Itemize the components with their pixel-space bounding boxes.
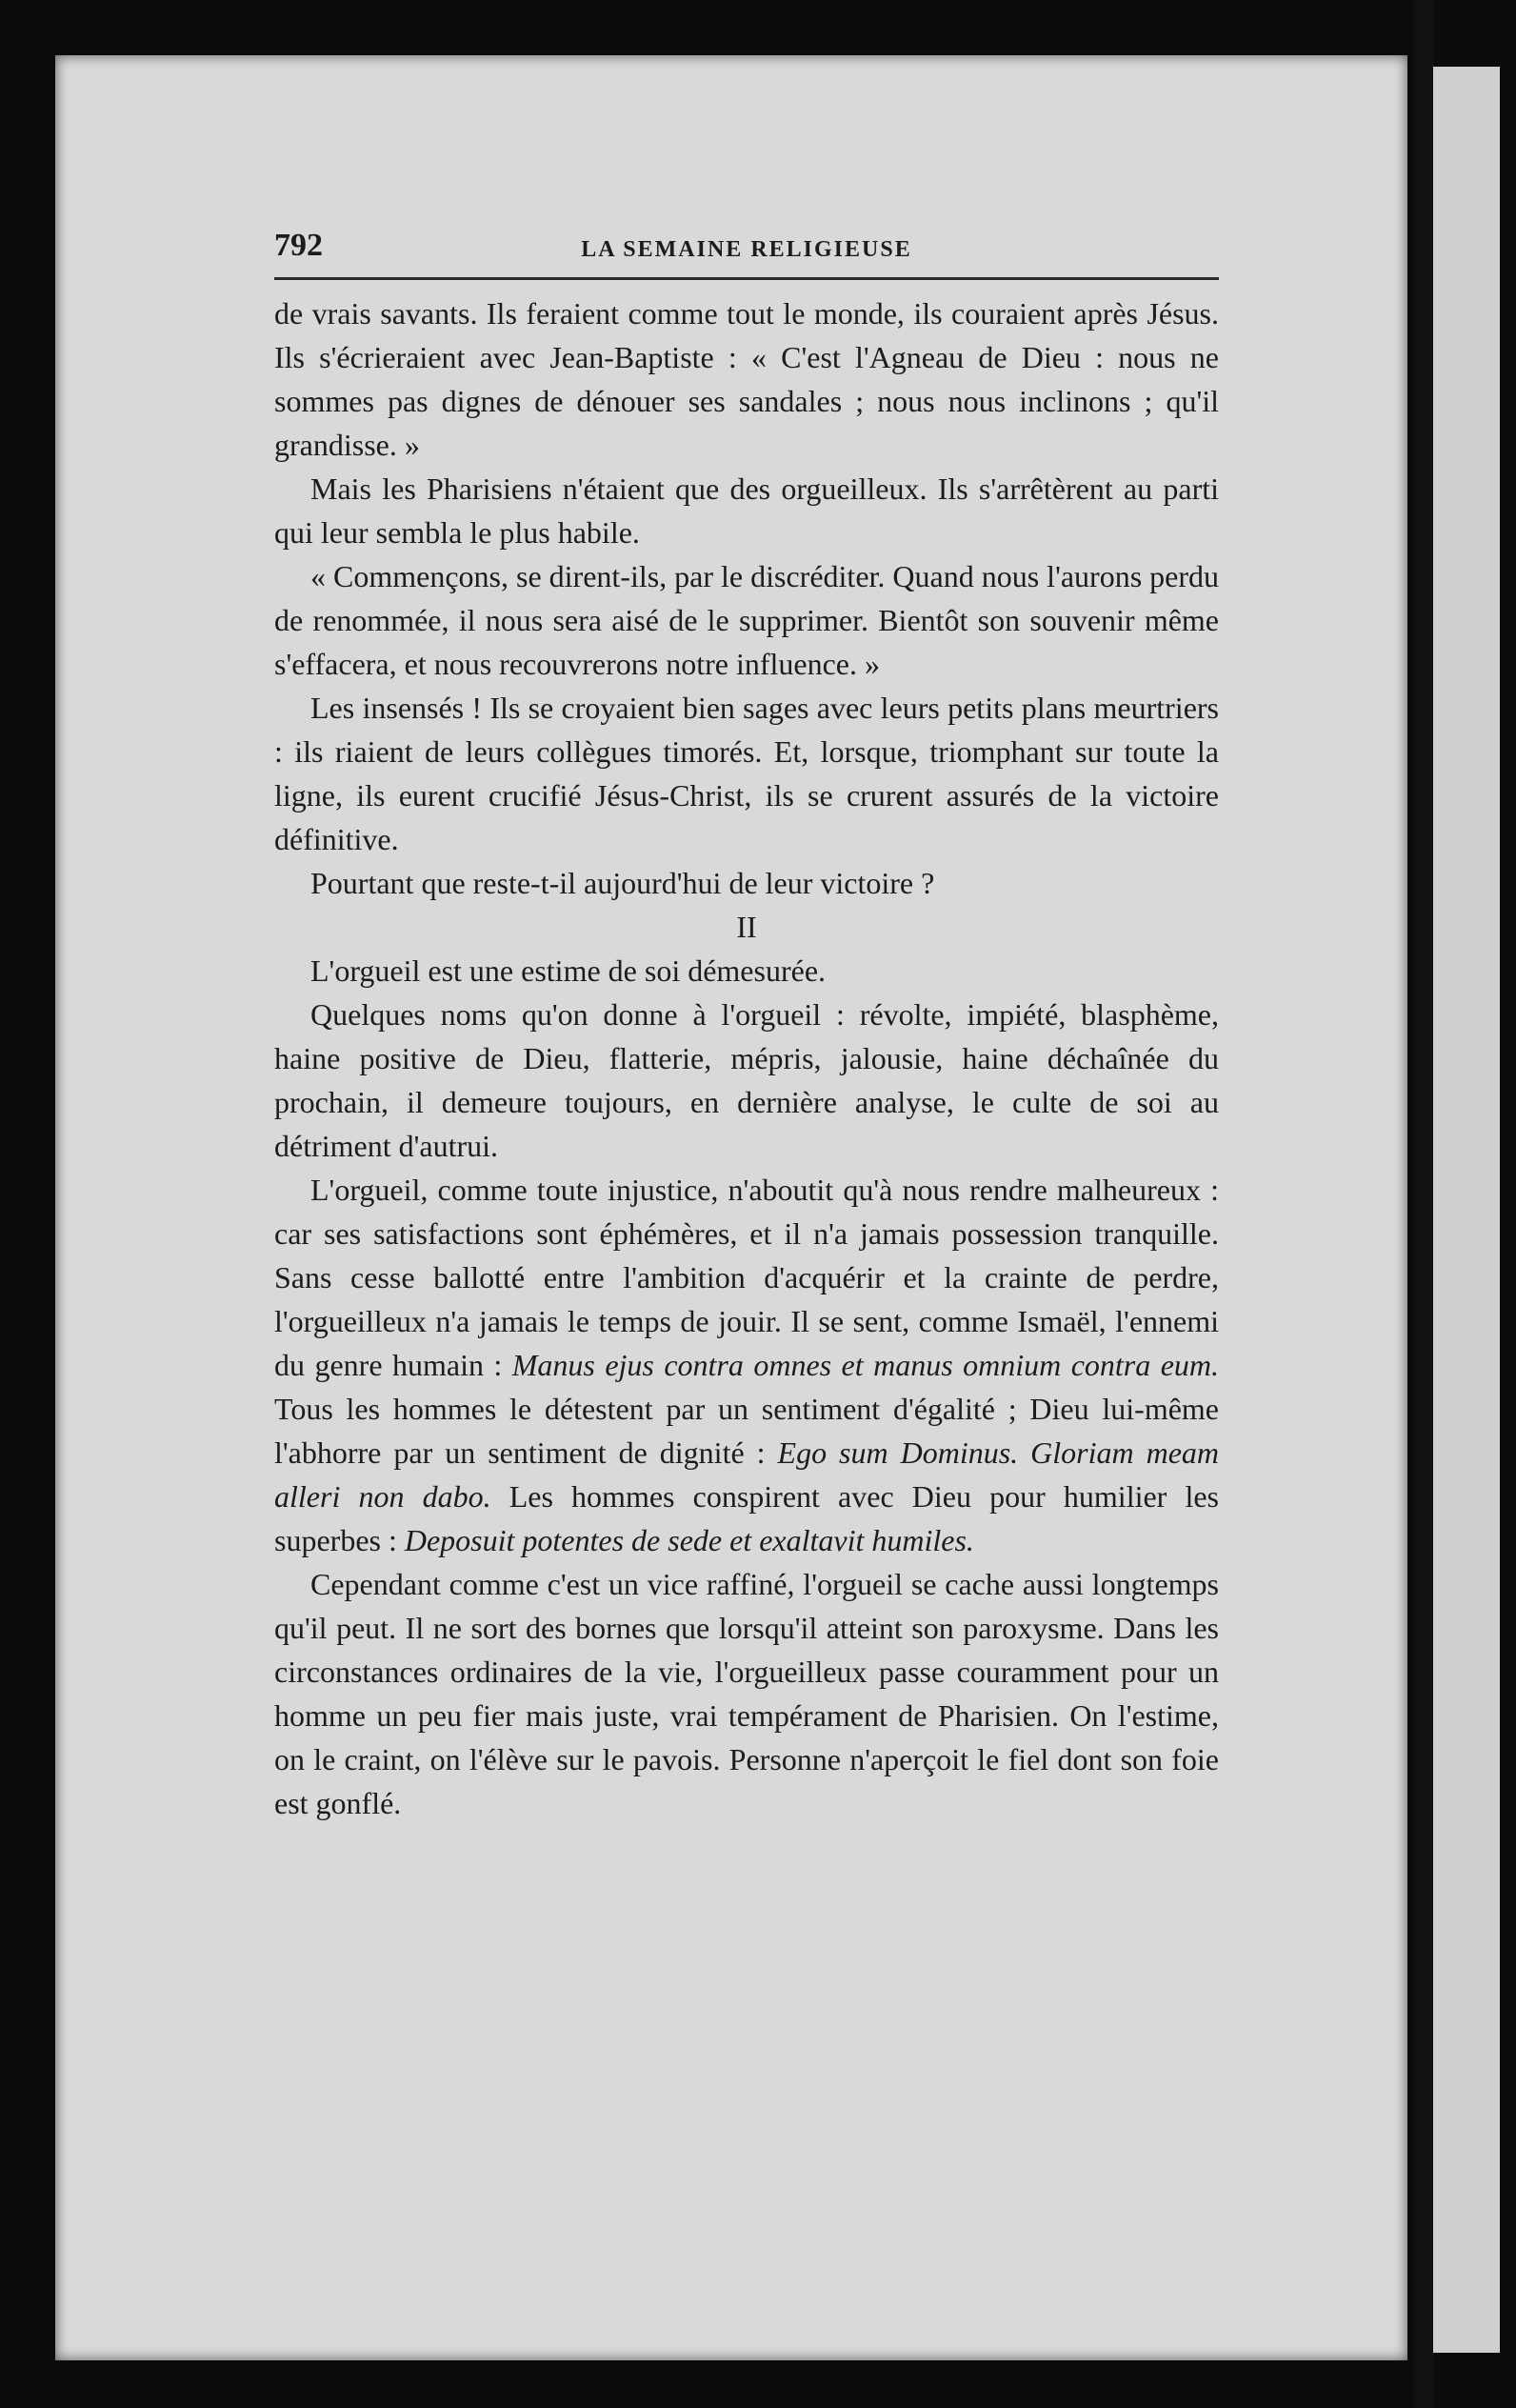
paragraph-8-text-1: L'orgueil, comme toute injustice, n'aboutit qu'à nous rendre malheureux : car ses satisfactions sont éphémères, et il n'a jamais possession tranquille. Sans cesse ballotté entre l'ambition d'acquérir et la crainte de perdre, l'orgueilleux n'a jamais le temps de jouir. Il se sent, comme Ismaël, l'ennemi du genre humain : — [274, 1173, 1219, 1382]
paragraph-8 — [274, 1168, 1219, 1562]
paragraph-6: L'orgueil est une estime de soi démesurée. — [310, 953, 827, 988]
latin-quote-2: Ego sum Dominus. Gloriam meam alleri non dabo. — [274, 1435, 1219, 1514]
paragraph-4: Les insensés ! Ils se croyaient bien sages avec leurs petits plans meurtriers : ils riaient de leurs collègues timorés. Et, lorsque, triomphant sur toute la ligne, ils eurent crucifié Jésus-Christ, ils se crurent assurés de la victoire définitive. — [274, 691, 1219, 856]
page-number: 792 — [274, 228, 323, 263]
book-gutter — [1413, 0, 1434, 2408]
paragraph-5: Pourtant que reste-t-il aujourd'hui de leur victoire ? — [310, 866, 935, 900]
paragraph-8-text-3: Les hommes conspirent avec Dieu pour humilier les superbes : — [274, 1479, 1220, 1557]
paragraph-3: « Commençons, se dirent-ils, par le discréditer. Quand nous l'aurons perdu de renommée, il nous sera aisé de le supprimer. Bientôt son souvenir même s'effacera, et nous recouvrerons notre influence. » — [274, 559, 1219, 681]
page-text-block — [274, 224, 1219, 1825]
facing-page-edge — [1433, 67, 1500, 2353]
body-text — [274, 291, 1219, 1825]
running-title: LA SEMAINE RELIGIEUSE — [581, 237, 912, 262]
paragraph-9: Cependant comme c'est un vice raffiné, l'orgueil se cache aussi longtemps qu'il peut. Il ne sort des bornes que lorsqu'il atteint son paroxysme. Dans les circonstances ordinaires de la vie, l'orgueilleux passe couramment pour un homme un peu fier mais juste, vrai tempérament de Pharisien. On l'estime, on le craint, on l'élève sur le pavois. Personne n'aperçoit le fiel dont son foie est gonflé. — [274, 1567, 1219, 1820]
section-number: II — [736, 910, 757, 944]
paragraph-8-text-2: Tous les hommes le détestent par un sentiment d'égalité ; Dieu lui-même l'abhorre par un sentiment de dignité : — [274, 1392, 1219, 1470]
paragraph-7: Quelques noms qu'on donne à l'orgueil : révolte, impiété, blasphème, haine positive de Dieu, flatterie, mépris, jalousie, haine déchaînée du prochain, il demeure toujours, en dernière analyse, le culte de soi au détriment d'autrui. — [274, 997, 1219, 1163]
latin-quote-1: Manus ejus contra omnes et manus omnium contra eum. — [511, 1348, 1220, 1382]
paragraph-2: Mais les Pharisiens n'étaient que des orgueilleux. Ils s'arrêtèrent au parti qui leur sembla le plus habile. — [274, 472, 1219, 550]
paragraph-1: de vrais savants. Ils feraient comme tout le monde, ils couraient après Jésus. Ils s'écrieraient avec Jean-Baptiste : « C'est l'Agneau de Dieu : nous ne sommes pas dignes de dénouer ses sandales ; nous nous inclinons ; qu'il grandisse. » — [274, 296, 1219, 462]
latin-quote-3: Deposuit potentes de sede et exaltavit humiles. — [404, 1523, 974, 1557]
running-head — [274, 224, 1219, 280]
